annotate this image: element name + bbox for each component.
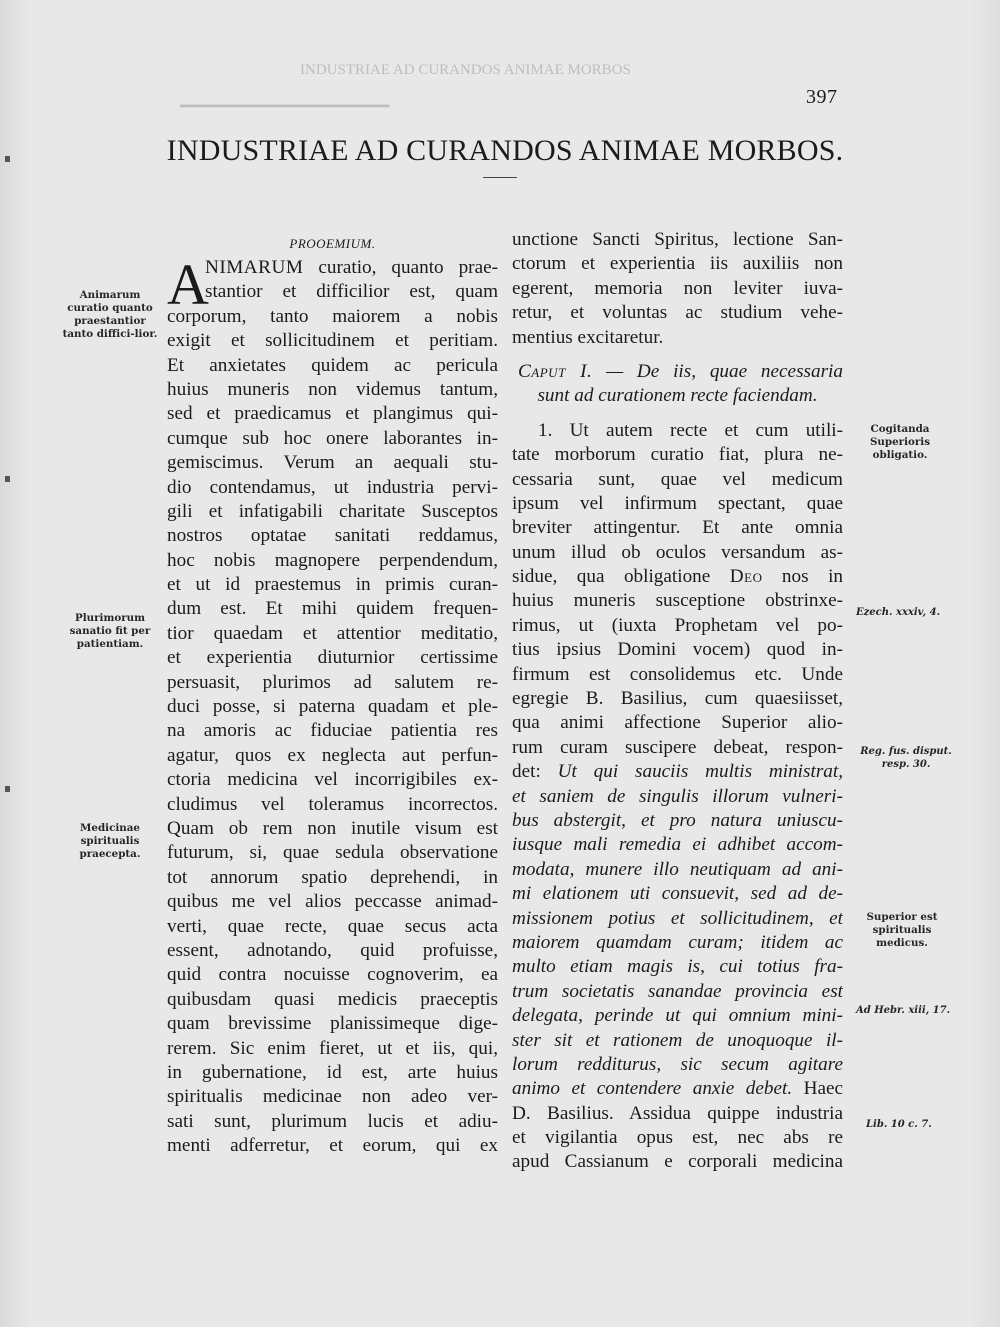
text-line: agatur, quos ex neglecta aut perfun- [167,744,498,766]
text-line: essent, adnotando, quid profuisse, [167,939,498,961]
text-line: huius muneris susceptione obstrinxe- [512,590,843,612]
chapter-heading: Caput I. — De iis, quae necessaria [518,360,843,382]
text-line: iusque mali remedia ei adhibet accom- [512,834,843,856]
text-line: missionem potius et sollicitudinem, et [512,907,843,929]
chapter-heading: sunt ad curationem recte faciendam. [537,385,818,407]
section-heading: PROOEMIUM. [289,236,376,251]
text-line: tate morborum curatio fiat, plura ne- [512,444,843,466]
text-line: nostros optatae sanitati reddamus, [167,525,498,547]
text-line: dio contendamus, ut industria pervi- [167,476,498,498]
margin-reference: Lib. 10 c. 7. [866,1119,932,1130]
text-line: hoc nobis magnopere perpendendum, [167,549,498,571]
text-line: et saniem de singulis illorum vulneri- [512,785,843,807]
page-title: INDUSTRIAE AD CURANDOS ANIMAE MORBOS. [166,134,844,167]
text-line: gemiscimus. Verum an aequali stu- [167,452,498,474]
text-line: et ut id praestemus in primis curan- [167,574,498,596]
text-line: 1. Ut autem recte et cum utili- [538,419,843,441]
left-column [167,232,498,1158]
text-line: quid contra nocuisse cognoverim, ea [167,964,498,986]
text-line: unctione Sancti Spiritus, lectione San- [512,229,843,250]
text-line: corporum, tanto maiorem a nobis [167,305,498,327]
first-word: NIMARUM [205,257,304,278]
text-line: tot annorum spatio deprehendi, in [167,866,498,888]
text-line: firmum est consolidemus etc. Unde [512,663,843,685]
text-line: futurum, si, quae sedula observatione [167,842,498,864]
text-line: na amoris ac fiduciae patientia res [167,720,498,742]
title-rule [483,177,517,178]
text-line: gili et infatigabili charitate Susceptos [167,500,498,522]
text-line: spiritualis medicinae non adeo ver- [167,1086,498,1108]
text-line: bus abstergit, et pro natura uniuscu- [512,809,843,831]
text-line: Quam ob rem non inutile visum est [167,817,498,839]
right-column [512,228,843,1175]
text-line: ctoria medicina vel incorrigibiles ex- [167,769,498,791]
text-line: duci posse, si paterna quadam et ple- [167,696,498,718]
text-line: sed et praedicamus et plangimus qui- [167,403,498,425]
text-line: det: Ut qui sauciis multis ministrat, [512,761,843,783]
margin-note: Cogitanda Superioris obligatio. [869,423,930,461]
text-line: egregie B. Basilius, cum quaesiisset, [512,688,843,710]
text-line: ipsum vel infirmum spectant, quae [512,492,843,514]
spacer [512,409,843,419]
text-line: in gubernatione, id est, arte huius [167,1061,498,1083]
drop-cap: A [167,252,209,317]
text-line: cludimus vel toleramus incorrectos. [167,793,498,815]
text-line: D. Basilius. Assidua quippe industria [512,1102,843,1124]
text-line: tior quaedam et attentior meditatio, [167,622,498,644]
text-line: et experientia diuturnior certissime [167,647,498,669]
text-line: ster sit et rationem de unoquoque il- [512,1029,843,1051]
text-line: rum curam suscipere debeat, respon- [512,736,843,758]
text-line: mi elationem uti consuevit, sed ad de- [512,883,843,905]
text-line: delegata, perinde ut qui omnium mini- [512,1005,843,1027]
text-line: et vigilantia opus est, nec abs re [512,1127,843,1149]
margin-note: Medicinae spiritualis praecepta. [79,822,141,860]
text-line: rimus, ut (iuxta Prophetam vel po- [512,614,843,636]
edge-mark [5,476,10,482]
text-line: dum est. Et mihi quidem frequen- [167,598,498,620]
text-line: sati sunt, plurimum lucis et adiu- [167,1110,498,1132]
text-line: breviter attingentur. Et ante omnia [512,517,843,539]
margin-note: Animarum curatio quanto praestantior tanto diffici-lior. [62,289,158,340]
margin-reference: Ad Hebr. xiii, 17. [856,1005,951,1016]
deo-word: Deo [729,566,763,588]
text-line: trum societatis sanandae provincia est [512,980,843,1002]
bleed-through-text: ▁▁▁▁▁▁▁▁▁▁▁▁▁▁▁▁ [180,88,390,107]
edge-mark [5,156,10,162]
bleed-through-header: INDUSTRIAE AD CURANDOS ANIMAE MORBOS [300,62,631,78]
text-line: cumque sub hoc onere laborantes in- [167,427,498,449]
text-line: exigit et sollicitudinem et peritiam. [167,330,498,352]
text-line: Et anxietates quidem ac pericula [167,354,498,376]
text-line: stantior et difficilior est, quam [205,281,498,303]
text-line: quibusdam quasi medicis praeceptis [167,988,498,1010]
page-number: 397 [806,86,838,108]
edge-mark [5,786,10,792]
text-line: animo et contendere anxie debet. Haec [512,1078,843,1100]
chapter-label: Caput I. [518,360,593,382]
text-line: mentius excitaretur. [512,326,664,348]
text-line: persuasit, plurimos ad salutem re- [167,671,498,693]
text-line: retur, et voluntas ac studium vehe- [512,302,843,324]
text-line: ctorum et experientia iis auxiliis non [512,253,843,275]
text-line: quibus me vel alios peccasse animad- [167,891,498,913]
text-line: modata, munere illo neutiquam ad ani- [512,858,843,880]
text-line: unum illud ob oculos versandum as- [512,541,843,563]
margin-reference: Ezech. xxxiv, 4. [856,607,941,618]
text-line: egerent, memoria non leviter iuva- [512,277,843,299]
text-line: rerem. Sic enim fieret, ut et iis, qui, [167,1037,498,1059]
text-line: tius ipsius Domini vocem) quod in- [512,639,843,661]
text-line: huius muneris non videmus tantum, [167,378,498,400]
margin-note: Superior est spiritualis medicus. [866,911,938,949]
text-line: lorum redditurus, sic secum agitare [512,1053,843,1075]
text-line: verti, quae recte, quae secus acta [167,915,498,937]
text-line: NIMARUM curatio, quanto prae- [205,257,498,278]
text-line: apud Cassianum e corporali medicina [512,1151,843,1173]
text-line: sidue, qua obligatione Deo nos in [512,566,843,588]
margin-reference: Reg. fus. disput. resp. 30. [860,746,952,770]
text-line: maiorem quamdam curam; itidem ac [512,931,843,953]
text-line: quam brevissime planissimeque dige- [167,1013,498,1035]
text-line: multo etiam magis is, cui totius fra- [512,956,843,978]
spacer [512,350,843,360]
text-line: menti adferretur, et eorum, qui ex [167,1135,498,1157]
text-line: qua animi affectione Superior alio- [512,712,843,734]
text-line: cessaria sunt, quae vel medicum [512,468,843,490]
margin-note: Plurimorum sanatio fit per patientiam. [69,612,151,650]
